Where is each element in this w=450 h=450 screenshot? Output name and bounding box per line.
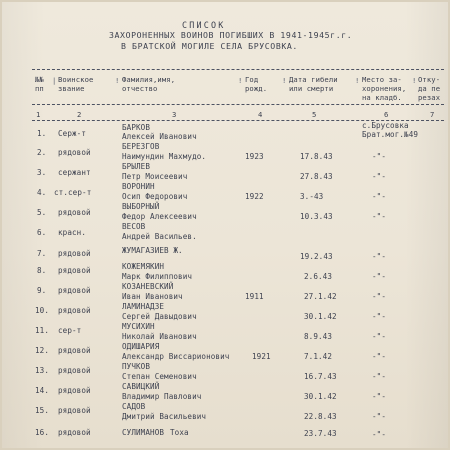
row-2-number: 2. — [37, 148, 47, 157]
row-1-rank: Серж-т — [58, 129, 87, 138]
header-name-line-2: отчество — [122, 84, 158, 93]
row-6-given-name: Андрей Васильев. — [122, 232, 197, 241]
header-date-line-2: или смерти — [289, 84, 334, 93]
row-16-rank: рядовой — [58, 428, 91, 437]
row-15-death-date: 22.8.43 — [304, 412, 337, 421]
row-12-burial-place: -"- — [372, 352, 387, 361]
row-10-rank: рядовой — [58, 306, 91, 315]
row-10-surname: ЛАМИНАДЗЕ — [122, 302, 165, 311]
row-8-given-name: Марк Филиппович — [122, 272, 193, 281]
row-7-death-date: 19.2.43 — [300, 252, 333, 261]
row-15-rank: рядовой — [58, 406, 91, 415]
row-8-surname: КОЖЕМЯКИН — [122, 262, 165, 271]
header-divider: ! — [412, 76, 417, 85]
row-2-given-name: Наимундин Махмудо. — [122, 152, 207, 161]
document-subtitle-line-2: В БРАТСКОЙ МОГИЛЕ СЕЛА БРУСОВКА. — [121, 41, 298, 51]
row-12-number: 12. — [35, 346, 50, 355]
row-10-burial-place: -"- — [372, 312, 387, 321]
row-4-death-date: 3.-43 — [300, 192, 324, 201]
row-1-burial-place: с.Брусовка — [362, 121, 409, 130]
row-16-given-name: Тоха — [170, 428, 189, 437]
row-15-burial-place: -"- — [372, 412, 387, 421]
row-12-surname: ОДИШАРИЯ — [122, 342, 160, 351]
column-number-4: 4 — [258, 110, 263, 119]
row-1-surname: БАРКОВ — [122, 123, 151, 132]
row-9-surname: КОЗАНЕВСКИЙ — [122, 282, 174, 291]
row-14-surname: САВИЦКИЙ — [122, 382, 160, 391]
row-13-burial-place: -"- — [372, 372, 387, 381]
row-4-given-name: Осип Федорович — [122, 192, 188, 201]
header-divider: ! — [282, 76, 287, 85]
row-13-number: 13. — [35, 366, 50, 375]
row-8-death-date: 2.6.43 — [304, 272, 333, 281]
column-number-3: 3 — [172, 110, 177, 119]
row-3-death-date: 27.8.43 — [300, 172, 333, 181]
header-num-line-2: пп — [35, 84, 44, 93]
row-9-death-date: 27.1.42 — [304, 292, 337, 301]
header-year-line-1: Год — [245, 75, 259, 84]
row-10-death-date: 30.1.42 — [304, 312, 337, 321]
header-place-line-1: Место за- — [362, 75, 402, 84]
header-place-line-3: на кладб. — [362, 93, 402, 102]
row-6-number: 6. — [37, 228, 47, 237]
row-16-burial-place: -"- — [372, 430, 387, 439]
row-8-number: 8. — [37, 266, 47, 275]
row-3-number: 3. — [37, 168, 47, 177]
header-divider: ! — [115, 76, 120, 85]
row-3-given-name: Петр Моисеевич — [122, 172, 188, 181]
header-year-line-2: рожд. — [245, 84, 268, 93]
row-1-number: 1. — [37, 129, 47, 138]
row-14-rank: рядовой — [58, 386, 91, 395]
row-15-surname: САДОВ — [122, 402, 146, 411]
row-4-rank: ст.сер-т — [54, 188, 92, 197]
row-16-number: 16. — [35, 428, 50, 437]
row-7-number: 7. — [37, 249, 47, 258]
row-10-given-name: Сергей Давыдович — [122, 312, 197, 321]
row-9-number: 9. — [37, 286, 47, 295]
row-9-rank: рядовой — [58, 286, 91, 295]
row-16-death-date: 23.7.43 — [304, 429, 337, 438]
row-13-surname: ПУЧКОВ — [122, 362, 151, 371]
row-5-burial-place: -"- — [372, 212, 387, 221]
row-14-burial-place: -"- — [372, 392, 387, 401]
header-num-line-1: №№ — [35, 75, 44, 84]
row-2-burial-place: -"- — [372, 152, 387, 161]
row-15-given-name: Дмитрий Васильевич — [122, 412, 207, 421]
row-5-rank: рядовой — [58, 208, 91, 217]
row-10-number: 10. — [35, 306, 50, 315]
column-number-5: 5 — [312, 110, 317, 119]
row-2-surname: БЕРЕЗГОВ — [122, 142, 160, 151]
header-mid-rule — [32, 104, 444, 105]
row-4-birth-year: 1922 — [245, 192, 264, 201]
row-4-number: 4. — [37, 188, 47, 197]
row-3-rank: сержант — [58, 168, 91, 177]
row-9-burial-place: -"- — [372, 292, 387, 301]
row-5-given-name: Федор Алексеевич — [122, 212, 197, 221]
column-number-2: 2 — [77, 110, 82, 119]
row-15-number: 15. — [35, 406, 50, 415]
row-11-death-date: 8.9.43 — [304, 332, 333, 341]
row-13-given-name: Степан Семенович — [122, 372, 197, 381]
row-5-death-date: 10.3.43 — [300, 212, 333, 221]
row-7-surname: ЖУМАГАЗИЕВ Ж. — [122, 246, 183, 255]
column-number-7: 7 — [430, 110, 435, 119]
document-subtitle-line-1: ЗАХОРОНЕННЫХ ВОИНОВ ПОГИБШИХ В 1941-1945г.г. — [109, 30, 353, 40]
row-4-burial-place: -"- — [372, 192, 387, 201]
row-2-rank: рядовой — [58, 148, 91, 157]
row-7-burial-place: -"- — [372, 252, 387, 261]
header-from-line-1: Отку- — [418, 75, 441, 84]
header-name-line-1: Фамилия,имя, — [122, 75, 176, 84]
row-11-given-name: Николай Иванович — [122, 332, 197, 341]
row-11-rank: сер-т — [58, 326, 82, 335]
row-13-rank: рядовой — [58, 366, 91, 375]
header-divider: | — [52, 76, 57, 85]
row-6-rank: красн. — [58, 228, 87, 237]
row-4-surname: ВОРОНИН — [122, 182, 155, 191]
row-1-burial-place-2: Брат.мог.№49 — [362, 130, 419, 139]
row-9-birth-year: 1911 — [245, 292, 264, 301]
document-title: СПИСОК — [182, 20, 226, 30]
row-6-surname: ВЕСОВ — [122, 222, 146, 231]
row-8-rank: рядовой — [58, 266, 91, 275]
header-from-line-3: резах — [418, 93, 441, 102]
header-date-line-1: Дата гибели — [289, 75, 338, 84]
header-rank-line-1: Воинское — [58, 75, 94, 84]
row-5-number: 5. — [37, 208, 47, 217]
row-1-given-name: Алексей Иванович — [122, 132, 197, 141]
row-12-given-name: Александр Виссарионович — [122, 352, 230, 361]
column-number-6: 6 — [384, 110, 389, 119]
row-11-burial-place: -"- — [372, 332, 387, 341]
column-number-1: 1 — [36, 110, 41, 119]
row-3-burial-place: -"- — [372, 172, 387, 181]
row-14-number: 14. — [35, 386, 50, 395]
row-13-death-date: 16.7.43 — [304, 372, 337, 381]
row-16-surname: СУЛИМАНОВ — [122, 428, 165, 437]
row-12-birth-year: 1921 — [252, 352, 271, 361]
header-divider: ! — [238, 76, 243, 85]
header-top-rule — [32, 69, 444, 70]
row-2-death-date: 17.8.43 — [300, 152, 333, 161]
header-rank-line-2: звание — [58, 84, 85, 93]
row-11-number: 11. — [35, 326, 50, 335]
row-14-death-date: 30.1.42 — [304, 392, 337, 401]
row-11-surname: МУСИХИН — [122, 322, 155, 331]
header-divider: ! — [355, 76, 360, 85]
row-14-given-name: Владимир Павлович — [122, 392, 202, 401]
header-place-line-2: хоронения, — [362, 84, 407, 93]
row-12-rank: рядовой — [58, 346, 91, 355]
row-7-rank: рядовой — [58, 249, 91, 258]
row-5-surname: ВЫБОРНЫЙ — [122, 202, 160, 211]
row-12-death-date: 7.1.42 — [304, 352, 333, 361]
row-3-surname: БРЫЛЕВ — [122, 162, 151, 171]
row-2-birth-year: 1923 — [245, 152, 264, 161]
row-9-given-name: Иван Иванович — [122, 292, 183, 301]
row-8-burial-place: -"- — [372, 272, 387, 281]
header-from-line-2: да пе — [418, 84, 441, 93]
